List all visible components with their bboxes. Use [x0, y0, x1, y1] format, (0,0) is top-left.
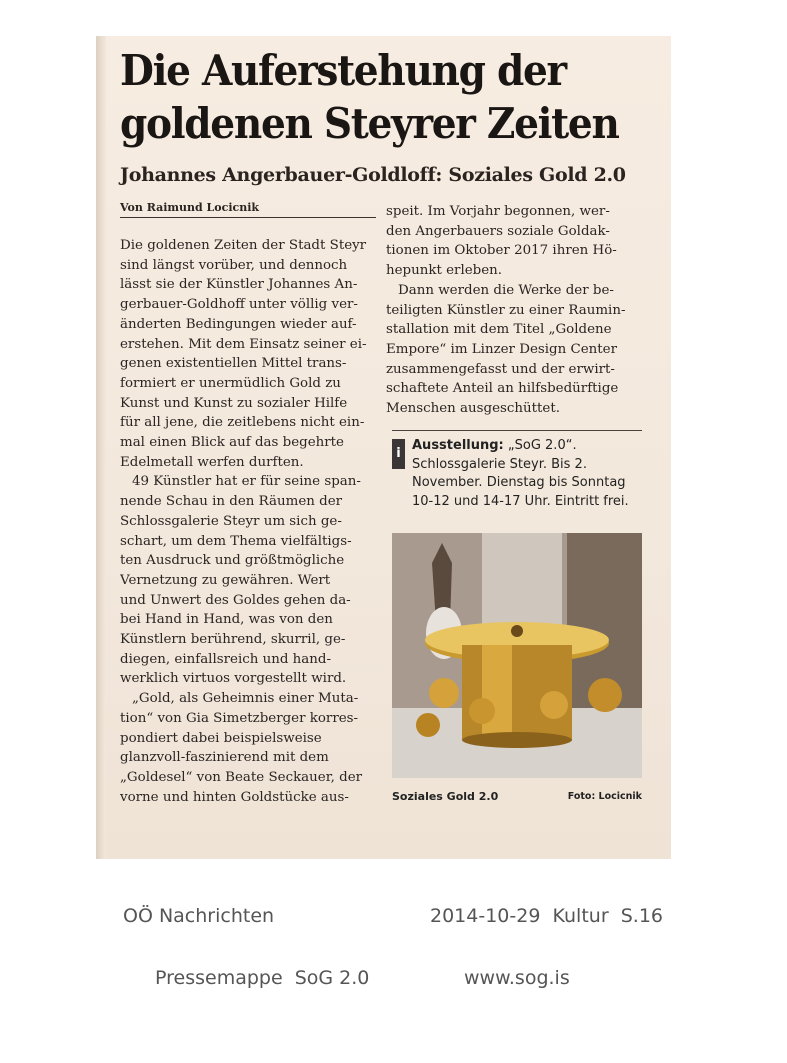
info-value: „SoG 2.0“.: [507, 438, 577, 453]
artwork-photo: [392, 533, 642, 778]
info-label: Ausstellung:: [412, 438, 504, 453]
photo-credit: Foto: Locicnik: [567, 791, 642, 802]
text-line: Dann werden die Werke der be-: [398, 282, 614, 298]
text-line: ten Ausdruck und größtmögliche: [120, 553, 345, 569]
text-line: Edelmetall werfen durften.: [120, 454, 304, 470]
text-line: zusammengefasst und der erwirt-: [386, 361, 615, 377]
footer-website: www.sog.is: [464, 967, 570, 989]
article-headline: [120, 44, 627, 150]
text-line: für all jene, die zeitlebens nicht ein-: [120, 415, 365, 431]
article-column-2: [386, 202, 642, 419]
text-line: tion“ von Gia Simetzberger korres-: [120, 710, 359, 726]
info-line: 10-12 und 14-17 Uhr. Eintritt frei.: [412, 493, 629, 509]
headline-line: goldenen Steyrer Zeiten: [120, 99, 619, 148]
text-line: bei Hand in Hand, was von den: [120, 612, 333, 628]
article-column-1: [120, 236, 374, 807]
exhibition-info-text: [412, 437, 642, 511]
info-line: [412, 437, 642, 456]
text-line: werklich virtuos vorgestellt wird.: [120, 671, 347, 687]
text-line: änderten Bedingungen wieder auf-: [120, 316, 357, 332]
article-byline: Von Raimund Locicnik: [120, 201, 376, 218]
text-line: mal einen Blick auf das begehrte: [120, 435, 344, 451]
text-line: Die goldenen Zeiten der Stadt Steyr: [120, 238, 367, 253]
text-line: vorne und hinten Goldstücke aus-: [120, 789, 349, 805]
text-line: lässt sie der Künstler Johannes An-: [120, 277, 358, 293]
info-line: Schlossgalerie Steyr. Bis 2.: [412, 456, 587, 472]
text-line: Empore“ im Linzer Design Center: [386, 341, 617, 357]
headline-line: Die Auferstehung der: [120, 46, 566, 95]
text-line: gerbauer-Goldhoff unter völlig ver-: [120, 297, 358, 313]
text-line: teiligten Künstler zu einer Raumin-: [386, 302, 626, 318]
text-line: genen existentiellen Mittel trans-: [120, 356, 347, 372]
text-line: speit. Im Vorjahr begonnen, wer-: [386, 204, 610, 219]
clipping-edge: [96, 36, 106, 859]
footer-press-kit: Pressemappe SoG 2.0: [155, 967, 370, 989]
text-line: tionen im Oktober 2017 ihren Hö-: [386, 243, 617, 259]
text-line: Menschen ausgeschüttet.: [386, 401, 560, 417]
text-line: schaftete Anteil an hilfsbedürftige: [386, 381, 619, 397]
text-line: sind längst vorüber, und dennoch: [120, 257, 348, 273]
text-line: Vernetzung zu gewähren. Wert: [120, 572, 331, 588]
text-line: hepunkt erleben.: [386, 263, 503, 279]
text-line: 49 Künstler hat er für seine span-: [132, 474, 361, 490]
photo-caption-row: [392, 790, 642, 803]
text-line: diegen, einfallsreich und hand-: [120, 651, 332, 667]
text-line: glanzvoll-faszinierend mit dem: [120, 750, 329, 766]
text-line: pondiert dabei beispielsweise: [120, 730, 322, 746]
newspaper-clipping: [96, 36, 671, 859]
text-line: nende Schau in den Räumen der: [120, 494, 343, 510]
text-line: schart, um dem Thema vielfältigs-: [120, 533, 352, 549]
text-line: erstehen. Mit dem Einsatz seiner ei-: [120, 336, 367, 352]
text-line: formiert er unermüdlich Gold zu: [120, 375, 341, 391]
text-line: und Unwert des Goldes gehen da-: [120, 592, 351, 608]
article-subheadline: Johannes Angerbauer-Goldloff: Soziales Gold 2.0: [120, 164, 626, 186]
info-line: November. Dienstag bis Sonntag: [412, 475, 626, 490]
photo-caption: Soziales Gold 2.0: [392, 790, 499, 803]
text-line: den Angerbauers soziale Goldak-: [386, 223, 610, 239]
info-icon: i: [392, 439, 405, 469]
footer-date-section: 2014-10-29 Kultur S.16: [430, 905, 663, 927]
text-line: stallation mit dem Titel „Goldene: [386, 322, 612, 338]
text-line: Schlossgalerie Steyr um sich ge-: [120, 513, 342, 529]
text-line: Kunst und Kunst zu sozialer Hilfe: [120, 395, 348, 411]
text-line: „Gold, als Geheimnis einer Muta-: [132, 691, 359, 707]
text-line: „Goldesel“ von Beate Seckauer, der: [120, 769, 363, 785]
golden-sculpture-image: [392, 533, 642, 778]
exhibition-info-box: [392, 430, 642, 511]
text-line: Künstlern berührend, skurril, ge-: [120, 632, 346, 648]
footer-newspaper: OÖ Nachrichten: [123, 905, 275, 927]
